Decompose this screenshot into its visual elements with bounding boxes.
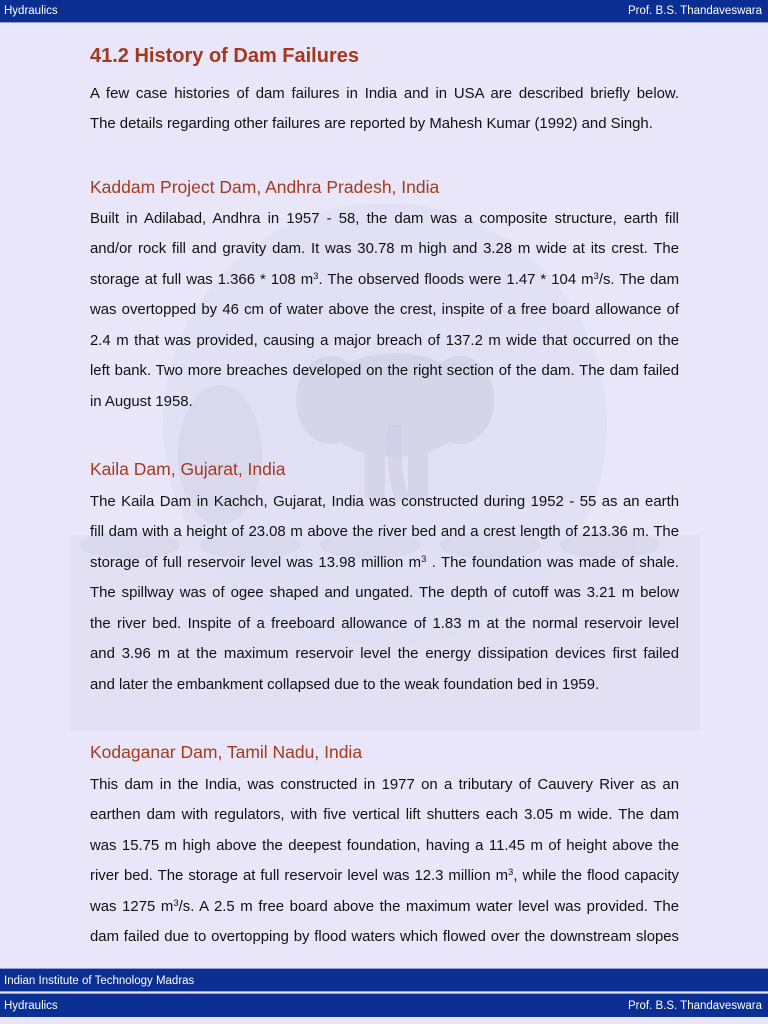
section-heading: Kodaganar Dam, Tamil Nadu, India [90, 742, 363, 762]
author-name: Prof. B.S. Thandaveswara [627, 1000, 762, 1012]
paragraph-line: earthen dam with regulators, with five vertical lift shutters each 3.05 m wide. The dam [90, 807, 679, 824]
text-run: was 1275 m [90, 898, 174, 915]
paragraph-line: and later the embankment collapsed due to the weak foundation bed in 1959. [90, 676, 600, 693]
superscript: 3 [508, 867, 514, 879]
paragraph-line: the river bed. Inspite of a freeboard allowance of 1.83 m at the normal reservoir level [90, 615, 679, 632]
paragraph-line [90, 861, 679, 892]
section-paragraph [90, 204, 679, 418]
paragraph-line: in August 1958. [90, 393, 193, 410]
paragraph-line [90, 892, 679, 923]
header-bar [0, 0, 768, 23]
paragraph-line: A few case histories of dam failures in India and in USA are described briefly below. [90, 85, 679, 102]
paragraph-line: The details regarding other failures are reported by Mahesh Kumar (1992) and Singh. [90, 116, 653, 133]
paragraph-line: fill dam with a height of 23.08 m above the river bed and a crest length of 213.36 m. The [90, 524, 679, 541]
text-run: river bed. The storage at full reservoir level was 12.3 million m [90, 868, 509, 885]
course-name: Hydraulics [4, 1000, 58, 1012]
paragraph-line: and/or rock fill and gravity dam. It was 30.78 m high and 3.28 m wide at its crest. The [90, 241, 679, 258]
course-name: Hydraulics [4, 5, 58, 17]
paragraph-line: dam failed due to overtopping by flood waters which flowed over the downstream slopes [90, 929, 679, 946]
text-run: /s. A 2.5 m free board above the maximum water level was provided. The [178, 898, 679, 915]
paragraph-line: This dam in the India, was constructed in 1977 on a tributary of Cauvery River as an [90, 776, 679, 793]
paragraph-line: and 3.96 m at the maximum reservoir level the energy dissipation devices first failed [90, 646, 679, 663]
superscript: 3 [313, 270, 319, 282]
paragraph-line: Built in Adilabad, Andhra in 1957 - 58, the dam was a composite structure, earth fill [90, 210, 679, 227]
paragraph-line: The Kaila Dam in Kachch, Gujarat, India was constructed during 1952 - 55 as an earth [90, 493, 679, 510]
text-run: storage of full reservoir level was 13.98 million m [90, 554, 422, 571]
footer-institute-bar [0, 968, 768, 992]
text-run: /s. The dam [598, 271, 679, 288]
paragraph-line: was overtopped by 46 cm of water above the crest, inspite of a free board allowance of [90, 302, 679, 319]
intro-paragraph [90, 79, 679, 140]
page-title: 41.2 History of Dam Failures [90, 45, 359, 67]
paragraph-line: was 15.75 m high above the deepest foundation, having a 11.45 m of height above the [90, 837, 679, 854]
text-run: storage at full was 1.366 * 108 m [90, 271, 314, 288]
paragraph-line: The spillway was of ogee shaped and ungated. The depth of cutoff was 3.21 m below [90, 585, 679, 602]
superscript: 3 [173, 897, 179, 909]
text-run: . The observed floods were 1.47 * 104 m [318, 271, 594, 288]
section-paragraph [90, 770, 679, 953]
section-heading: Kaila Dam, Gujarat, India [90, 459, 286, 479]
paragraph-line: 2.4 m that was provided, causing a major breach of 137.2 m wide that occurred on the [90, 332, 679, 349]
section-heading: Kaddam Project Dam, Andhra Pradesh, India [90, 177, 440, 197]
paragraph-line: left bank. Two more breaches developed on the right section of the dam. The dam failed [90, 363, 679, 380]
section-paragraph [90, 487, 679, 701]
superscript: 3 [421, 553, 427, 565]
author-name: Prof. B.S. Thandaveswara [627, 5, 762, 17]
paragraph-line [90, 265, 679, 296]
institute-name: Indian Institute of Technology Madras [4, 975, 195, 987]
text-run: , while the flood capacity [513, 868, 680, 885]
superscript: 3 [593, 270, 599, 282]
footer-bar [0, 993, 768, 1017]
paragraph-line [90, 548, 679, 579]
text-run: . The foundation was made of shale. [426, 554, 680, 571]
